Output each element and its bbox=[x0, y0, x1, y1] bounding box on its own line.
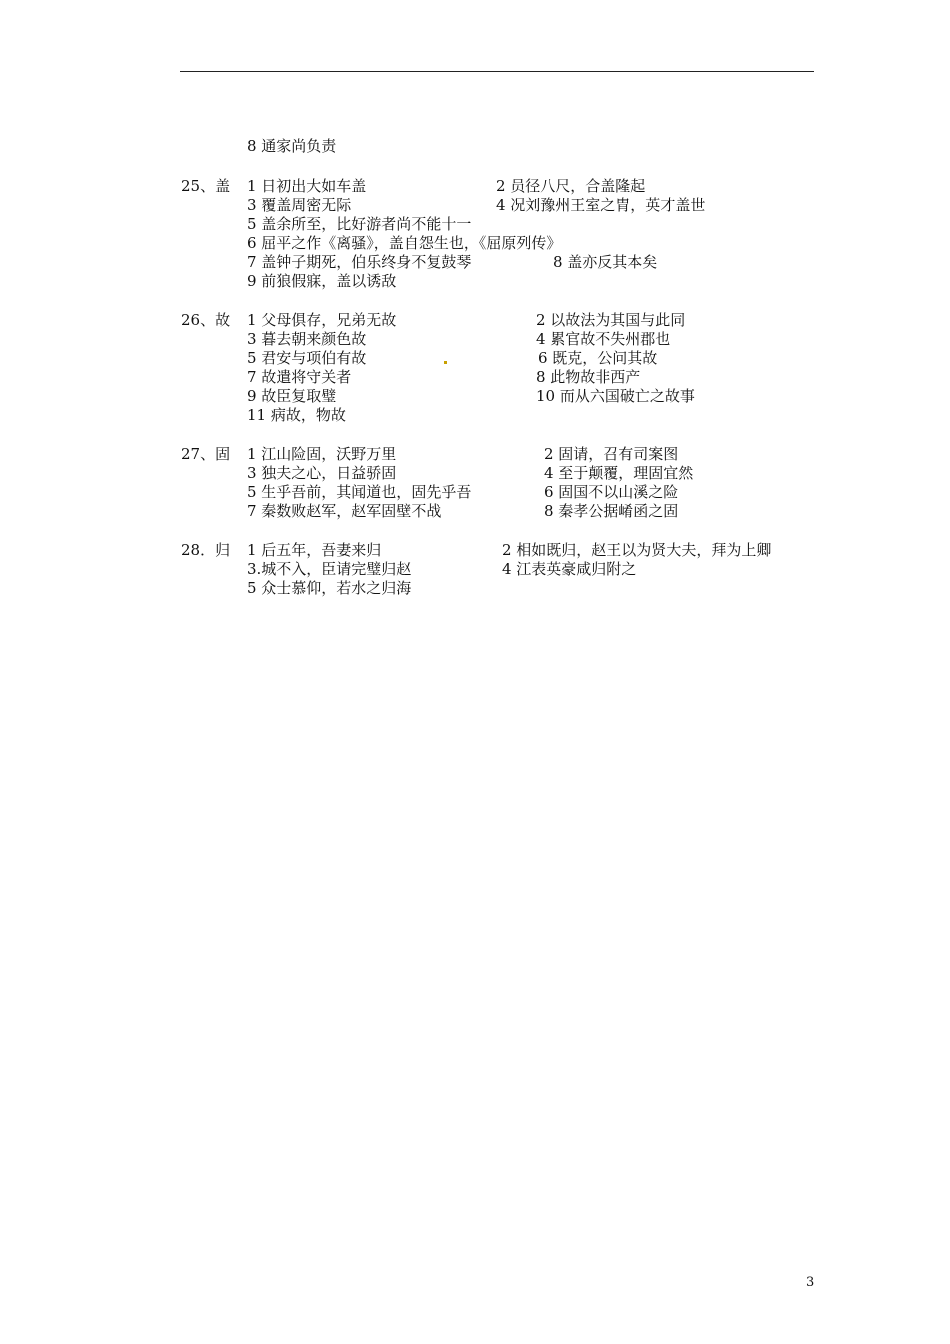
entry-26-9: 9 故臣复取璧 bbox=[247, 387, 337, 405]
entry-26-10: 10 而从六国破亡之故事 bbox=[536, 387, 695, 405]
entry-26-2: 2 以故法为其国与此同 bbox=[536, 311, 686, 329]
entry-25-2: 2 员径八尺，合盖隆起 bbox=[496, 177, 646, 195]
entry-25-1: 1 日初出大如车盖 bbox=[247, 177, 367, 195]
entry-26-6: 6 既克，公问其故 bbox=[538, 349, 658, 367]
entry-27-5: 5 生乎吾前，其闻道也，固先乎吾 bbox=[247, 483, 472, 501]
entry-26-1: 1 父母俱存，兄弟无故 bbox=[247, 311, 397, 329]
stray-dot bbox=[444, 361, 447, 364]
entry-27-7: 7 秦数败赵军，赵军固壁不战 bbox=[247, 502, 442, 520]
header-rule bbox=[180, 71, 814, 72]
entry-26-4: 4 累官故不失州郡也 bbox=[536, 330, 671, 348]
entry-28-5: 5 众士慕仰，若水之归海 bbox=[247, 579, 412, 597]
section-heading-25: 25、盖 bbox=[181, 177, 231, 195]
entry-25-3: 3 覆盖周密无际 bbox=[247, 196, 352, 214]
entry-27-3: 3 独夫之心，日益骄固 bbox=[247, 464, 397, 482]
entry-28-1: 1 后五年，吾妻来归 bbox=[247, 541, 382, 559]
entry-27-2: 2 固请，召有司案图 bbox=[544, 445, 679, 463]
entry-27-1: 1 江山险固，沃野万里 bbox=[247, 445, 397, 463]
section-heading-28: 28．归 bbox=[181, 541, 231, 559]
section-heading-26: 26、故 bbox=[181, 311, 231, 329]
entry-26-5: 5 君安与项伯有故 bbox=[247, 349, 367, 367]
entry-28-4: 4 江表英豪咸归附之 bbox=[502, 560, 637, 578]
section-heading-27: 27、固 bbox=[181, 445, 231, 463]
entry-26-3: 3 暮去朝来颜色故 bbox=[247, 330, 367, 348]
entry-27-4: 4 至于颠覆，理固宜然 bbox=[544, 464, 694, 482]
entry-25-5: 5 盖余所至，比好游者尚不能十一 bbox=[247, 215, 472, 233]
page-number: 3 bbox=[806, 1275, 815, 1290]
intro-line: 8 通家尚负责 bbox=[247, 137, 337, 155]
entry-28-3: 3.城不入，臣请完璧归赵 bbox=[247, 560, 412, 578]
entry-25-8: 8 盖亦反其本矣 bbox=[553, 253, 658, 271]
entry-25-7: 7 盖钟子期死，伯乐终身不复鼓琴 bbox=[247, 253, 472, 271]
entry-25-6: 6 屈平之作《离骚》，盖自怨生也，《屈原列传》 bbox=[247, 234, 562, 252]
entry-27-8: 8 秦孝公据崤函之固 bbox=[544, 502, 679, 520]
entry-26-7: 7 故遣将守关者 bbox=[247, 368, 352, 386]
entry-25-4: 4 况刘豫州王室之胄，英才盖世 bbox=[496, 196, 706, 214]
entry-25-9: 9 前狼假寐，盖以诱敌 bbox=[247, 272, 397, 290]
entry-27-6: 6 固国不以山溪之险 bbox=[544, 483, 679, 501]
entry-26-8: 8 此物故非西产 bbox=[536, 368, 641, 386]
entry-28-2: 2 相如既归，赵王以为贤大夫，拜为上卿 bbox=[502, 541, 772, 559]
entry-26-11: 11 病故，物故 bbox=[247, 406, 346, 424]
